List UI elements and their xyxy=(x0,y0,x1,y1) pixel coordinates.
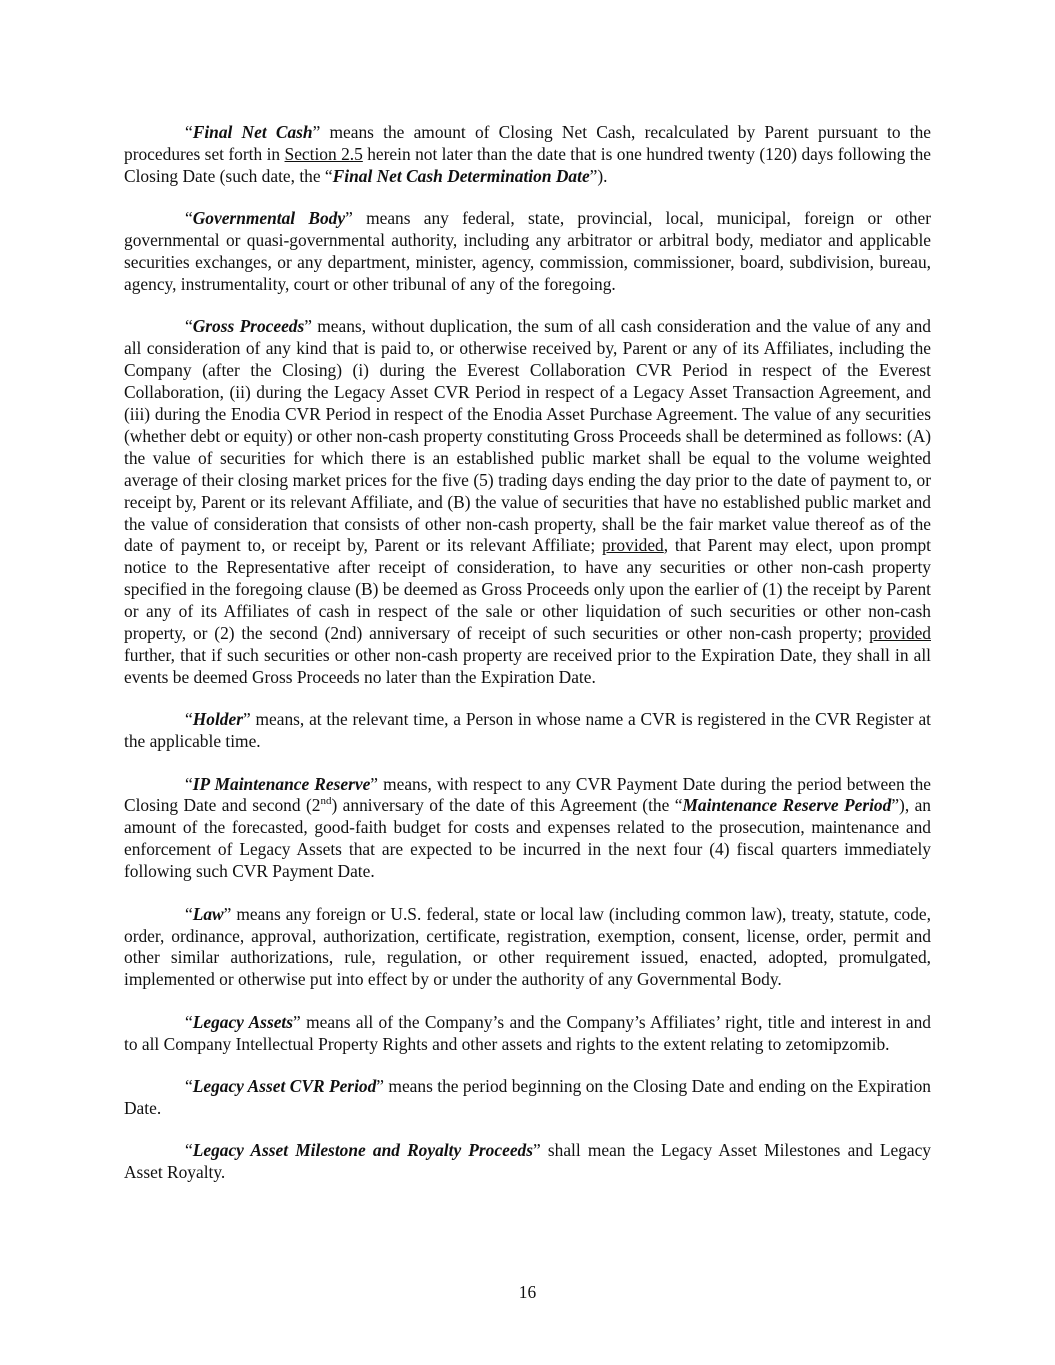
text-run: “ xyxy=(185,903,193,924)
defined-term: Holder xyxy=(192,709,243,730)
text-run: ” means the amount of Closing Net Cash, recalculated by Parent pursuant to the procedures set forth in xyxy=(124,122,932,164)
definition-paragraph xyxy=(124,1012,931,1056)
defined-term: Legacy Asset CVR Period xyxy=(192,1076,377,1097)
definition-paragraph xyxy=(124,1140,931,1184)
definition-paragraph xyxy=(124,709,931,753)
text-run: ” means any federal, state, provincial, local, municipal, foreign or other governmental or quasi-governmental authority, including any arbitrator or arbitral body, mediator and applicable securities exchanges, or any department, minister, agency, commission, commissioner, board, subdivision, bureau, agency, instrumentality, court or other tribunal of any of the foregoing. xyxy=(124,208,932,294)
page-number: 16 xyxy=(518,1282,537,1302)
defined-term: Gross Proceeds xyxy=(192,316,305,337)
text-run: ”). xyxy=(589,165,608,186)
text-run: ” means, without duplication, the sum of all cash consideration and the value of any and all consideration of any kind that is paid to, or otherwise received by, Parent or any of its Affiliates, including the Company (after the Closing) (i) during the Everest Collaboration CVR Period in respect of the Everest Collaboration, (ii) during the Legacy Asset CVR Period in respect of a Legacy Asset Transaction Agreement, and (iii) during the Enodia CVR Period in respect of the Enodia Asset Purchase Agreement. The value of any securities (whether debt or equity) or other non-cash property constituting Gross Proceeds shall be determined as follows: (A) the value of securities for which there is an established public market shall be equal to the volume weighted average of their closing market prices for the five (5) trading days ending the day prior to the date of payment to, or receipt by, Parent or its relevant Affiliate, and (B) the value of securities that have no established public market and the value of consideration that consists of other non-cash property, shall be the fair market value thereof as of the date of payment to, or receipt by, Parent or its relevant Affiliate; xyxy=(124,316,931,556)
text-run: “ xyxy=(185,208,193,229)
cross-reference: provided xyxy=(601,535,664,556)
text-run: “ xyxy=(185,1076,193,1097)
text-run: herein not later than the date that is one hundred twenty (120) days following the Closing Date (such date, the “ xyxy=(124,143,931,186)
text-run: “ xyxy=(185,709,193,730)
defined-term: IP Maintenance Reserve xyxy=(192,773,371,794)
text-run: “ xyxy=(185,122,193,142)
text-run: ”), an amount of the forecasted, good-faith budget for costs and expenses related to the prosecution, maintenance and enforcement of Legacy Assets that are expected to be incurred in the next four (4) fiscal quarters immediately following such CVR Payment Date. xyxy=(124,795,931,882)
defined-term: Governmental Body xyxy=(192,208,346,229)
text-run: ” means any foreign or U.S. federal, state or local law (including common law), treaty, statute, code, order, ordinance, approval, authorization, certificate, registration, exemption, consent, license, order, permit and other similar authorizations, rule, regulation, or other requirement issued, enacted, adopted, promulgated, implemented or otherwise put into effect by or under the authority of any Governmental Body. xyxy=(124,903,931,990)
cross-reference: provided xyxy=(869,623,931,644)
text-run: further, that if such securities or other non-cash property are received prior to the Expiration Date, they shall in all events be deemed Gross Proceeds no later than the Expiration Date. xyxy=(124,644,931,687)
definition-paragraph xyxy=(124,1076,931,1120)
text-run: ” means, with respect to any CVR Payment Date during the period between the Closing Date and second (2 xyxy=(124,773,931,816)
text-run: ) anniversary of the date of this Agreement (the “ xyxy=(331,795,683,816)
text-run: ” means all of the Company’s and the Company’s Affiliates’ right, title and interest in and to all Company Intellectual Property Rights and other assets and rights to the extent relating to zetomipzomib. xyxy=(124,1011,932,1054)
text-run: ” means, at the relevant time, a Person in whose name a CVR is registered in the CVR Register at the applicable time. xyxy=(124,709,931,752)
superscript: nd xyxy=(320,795,332,808)
defined-term: Final Net Cash xyxy=(192,122,313,142)
definition-paragraph xyxy=(124,208,931,296)
defined-term: Maintenance Reserve Period xyxy=(682,795,892,816)
text-run: , that Parent may elect, upon prompt notice to the Representative after receipt of consideration, to have any securities or other non-cash property specified in the foregoing clause (B) be deemed as Gross Proceeds only upon the earlier of (1) the receipt by Parent or any of its Affiliates of cash in respect of the sale or other liquidation of such securities or other non-cash property, or (2) the second (2nd) anniversary of receipt of such securities or other non-cash property; xyxy=(124,535,931,644)
definition-paragraph xyxy=(124,904,931,992)
text-run: “ xyxy=(185,1011,193,1032)
definition-paragraph xyxy=(124,774,931,884)
definition-paragraph xyxy=(124,316,931,688)
text-run: ” shall mean the Legacy Asset Milestones and Legacy Asset Royalty. xyxy=(124,1140,931,1183)
defined-term: Law xyxy=(192,903,224,924)
document-body xyxy=(124,122,931,1205)
text-run: “ xyxy=(185,773,193,794)
defined-term: Legacy Assets xyxy=(192,1011,294,1032)
text-run: “ xyxy=(185,316,193,337)
text-run: “ xyxy=(185,1140,193,1161)
defined-term: Final Net Cash Determination Date xyxy=(332,165,590,186)
defined-term: Legacy Asset Milestone and Royalty Proceeds xyxy=(192,1140,533,1161)
definition-paragraph xyxy=(124,122,931,188)
text-run: ” means the period beginning on the Closing Date and ending on the Expiration Date. xyxy=(124,1076,931,1118)
cross-reference: Section 2.5 xyxy=(284,143,363,164)
